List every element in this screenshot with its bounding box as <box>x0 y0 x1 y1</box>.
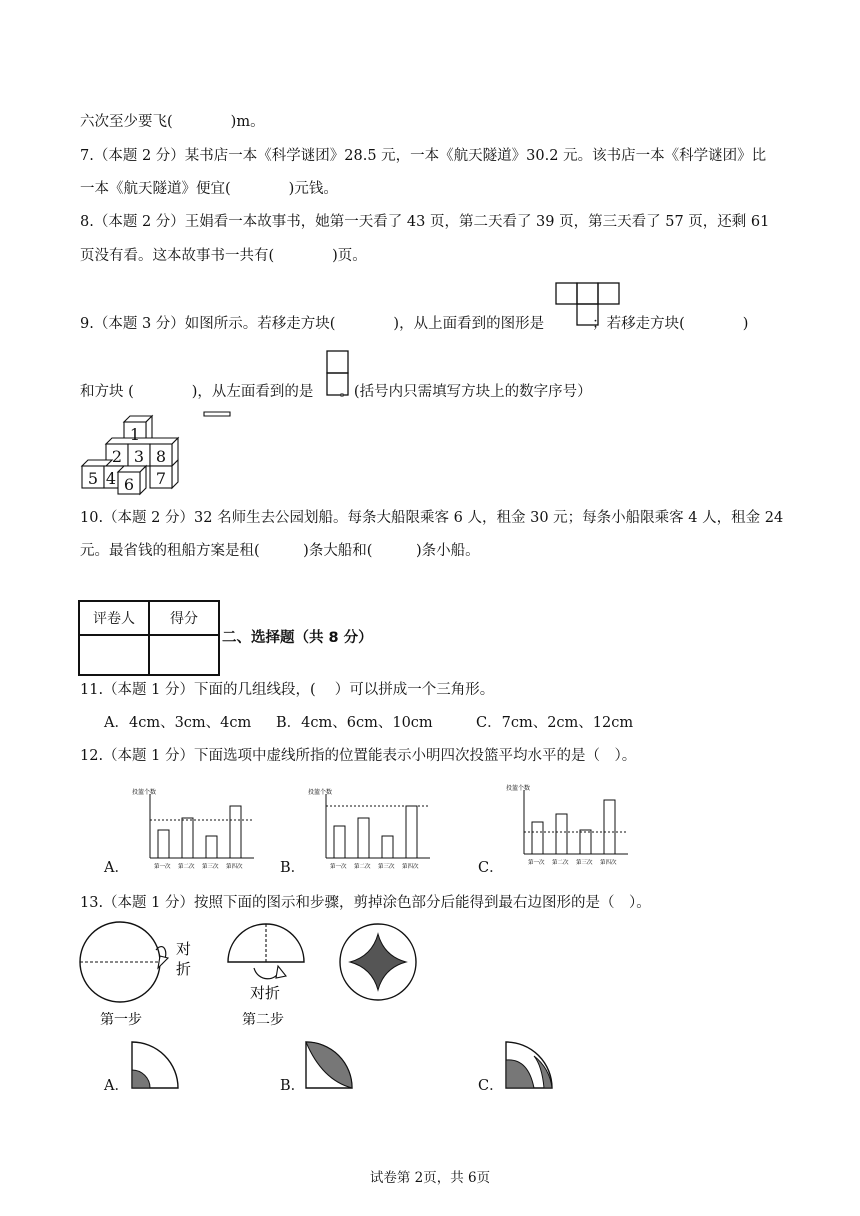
chart-xlabel: 第二次 <box>354 864 371 870</box>
chart-bar <box>604 800 615 854</box>
chart-bar <box>358 818 369 858</box>
chart-xlabel: 第四次 <box>402 864 419 870</box>
q13-step-figures <box>78 920 448 1030</box>
q12-option-b[interactable]: B． <box>280 860 306 876</box>
q7-line2: 一本《航天隧道》便宜( )元钱。 <box>80 181 338 197</box>
chart-ylabel: 投篮个数 <box>506 785 531 792</box>
score-table-header-grader: 评卷人 <box>79 601 149 635</box>
chart-bar <box>580 830 591 854</box>
q10-line1: 10.（本题 2 分）32 名师生去公园划船。每条大船限乘客 6 人，租金 30 元；每条小船限乘客 4 人，租金 24 <box>80 510 784 526</box>
chart-xlabel: 第二次 <box>552 860 569 866</box>
cube-label: 7 <box>155 469 167 488</box>
section-title: 二、选择题（共 8 分） <box>222 630 373 646</box>
chart-xlabel: 第四次 <box>600 860 617 866</box>
q9-text-d: 。(括号内只需填写方块上的数字序号） <box>339 384 592 400</box>
q7-line1: 7.（本题 2 分）某书店一本《科学谜团》28.5 元，一本《航天隧道》30.2 元。该书店一本《科学谜团》比 <box>80 148 767 164</box>
fold-label-1b: 折 <box>176 960 192 978</box>
q13-option-a-figure <box>130 1040 186 1092</box>
fold-label-1a: 对 <box>176 940 192 958</box>
q6-tail: 六次至少要飞( )m。 <box>80 114 265 130</box>
q9-text-b: ；若移走方块( ) <box>592 316 749 332</box>
q13-option-b[interactable]: B． <box>280 1078 306 1094</box>
q8-line2: 页没有看。这本故事书一共有( )页。 <box>80 248 367 264</box>
fold-label-2: 对折 <box>250 984 281 1002</box>
chart-xlabel: 第三次 <box>202 864 219 870</box>
q11-option-c[interactable]: C．7cm、2cm、12cm <box>476 715 634 731</box>
chart-ylabel: 投篮个数 <box>132 789 157 796</box>
cube-label: 2 <box>111 447 123 466</box>
chart-xlabel: 第一次 <box>154 864 171 870</box>
q12-chart-b <box>306 786 436 870</box>
chart-bar <box>334 826 345 858</box>
cube-label: 5 <box>87 469 99 488</box>
score-table-grader-cell <box>79 635 149 675</box>
q9-text-c: 和方块 ( )，从左面看到的是 <box>80 384 314 400</box>
chart-bar <box>406 806 417 858</box>
q10-line2: 元。最省钱的租船方案是租( )条大船和( )条小船。 <box>80 543 480 559</box>
cube-label: 1 <box>129 425 141 444</box>
q11-option-b[interactable]: B．4cm、6cm、10cm <box>276 715 433 731</box>
chart-xlabel: 第一次 <box>528 860 545 866</box>
step1-label: 第一步 <box>100 1012 142 1028</box>
q9-text-a: 9.（本题 3 分）如图所示。若移走方块( )，从上面看到的图形是 <box>80 316 545 332</box>
score-table <box>78 600 220 676</box>
chart-bar <box>556 814 567 854</box>
chart-bar <box>532 822 543 854</box>
left-view-figure <box>326 350 350 398</box>
chart-bar <box>158 830 169 858</box>
q12-chart-c <box>504 782 634 870</box>
chart-ylabel: 投篮个数 <box>308 789 333 796</box>
q13-stem: 13.（本题 1 分）按照下面的图示和步骤，剪掉涂色部分后能得到最右边图形的是（ ）。 <box>80 895 651 911</box>
cube-label: 4 <box>105 469 117 488</box>
chart-xlabel: 第二次 <box>178 864 195 870</box>
chart-xlabel: 第三次 <box>576 860 593 866</box>
q12-option-c[interactable]: C． <box>478 860 504 876</box>
q11-stem: 11.（本题 1 分）下面的几组线段，( ）可以拼成一个三角形。 <box>80 682 495 698</box>
chart-xlabel: 第三次 <box>378 864 395 870</box>
step2-label: 第二步 <box>242 1012 284 1028</box>
q8-line1: 8.（本题 2 分）王娟看一本故事书，她第一天看了 43 页，第二天看了 39 页，第三天看了 57 页，还剩 61 <box>80 214 770 230</box>
q13-option-b-figure <box>304 1040 360 1092</box>
q12-stem: 12.（本题 1 分）下面选项中虚线所指的位置能表示小明四次投篮平均水平的是（ ）。 <box>80 748 637 764</box>
q13-option-a[interactable]: A． <box>104 1078 129 1094</box>
chart-xlabel: 第一次 <box>330 864 347 870</box>
q9-line1 <box>80 314 748 334</box>
cube-label: 6 <box>123 475 135 494</box>
page-footer: 试卷第 2页，共 6页 <box>369 1170 491 1186</box>
q12-option-a[interactable]: A． <box>104 860 129 876</box>
chart-bar <box>382 836 393 858</box>
chart-xlabel: 第四次 <box>226 864 243 870</box>
q12-chart-a <box>130 786 260 870</box>
top-view-figure <box>555 282 621 326</box>
chart-bar <box>182 818 193 858</box>
cube-label: 8 <box>155 447 167 466</box>
q13-option-c[interactable]: C． <box>478 1078 504 1094</box>
score-table-score-cell <box>149 635 219 675</box>
score-table-header-score: 得分 <box>149 601 219 635</box>
q13-option-c-figure <box>504 1040 560 1092</box>
cube-stack-figure <box>80 412 190 496</box>
chart-bar <box>230 806 241 858</box>
cube-label: 3 <box>133 447 145 466</box>
q11-option-a[interactable]: A．4cm、3cm、4cm <box>104 715 252 731</box>
chart-bar <box>206 836 217 858</box>
